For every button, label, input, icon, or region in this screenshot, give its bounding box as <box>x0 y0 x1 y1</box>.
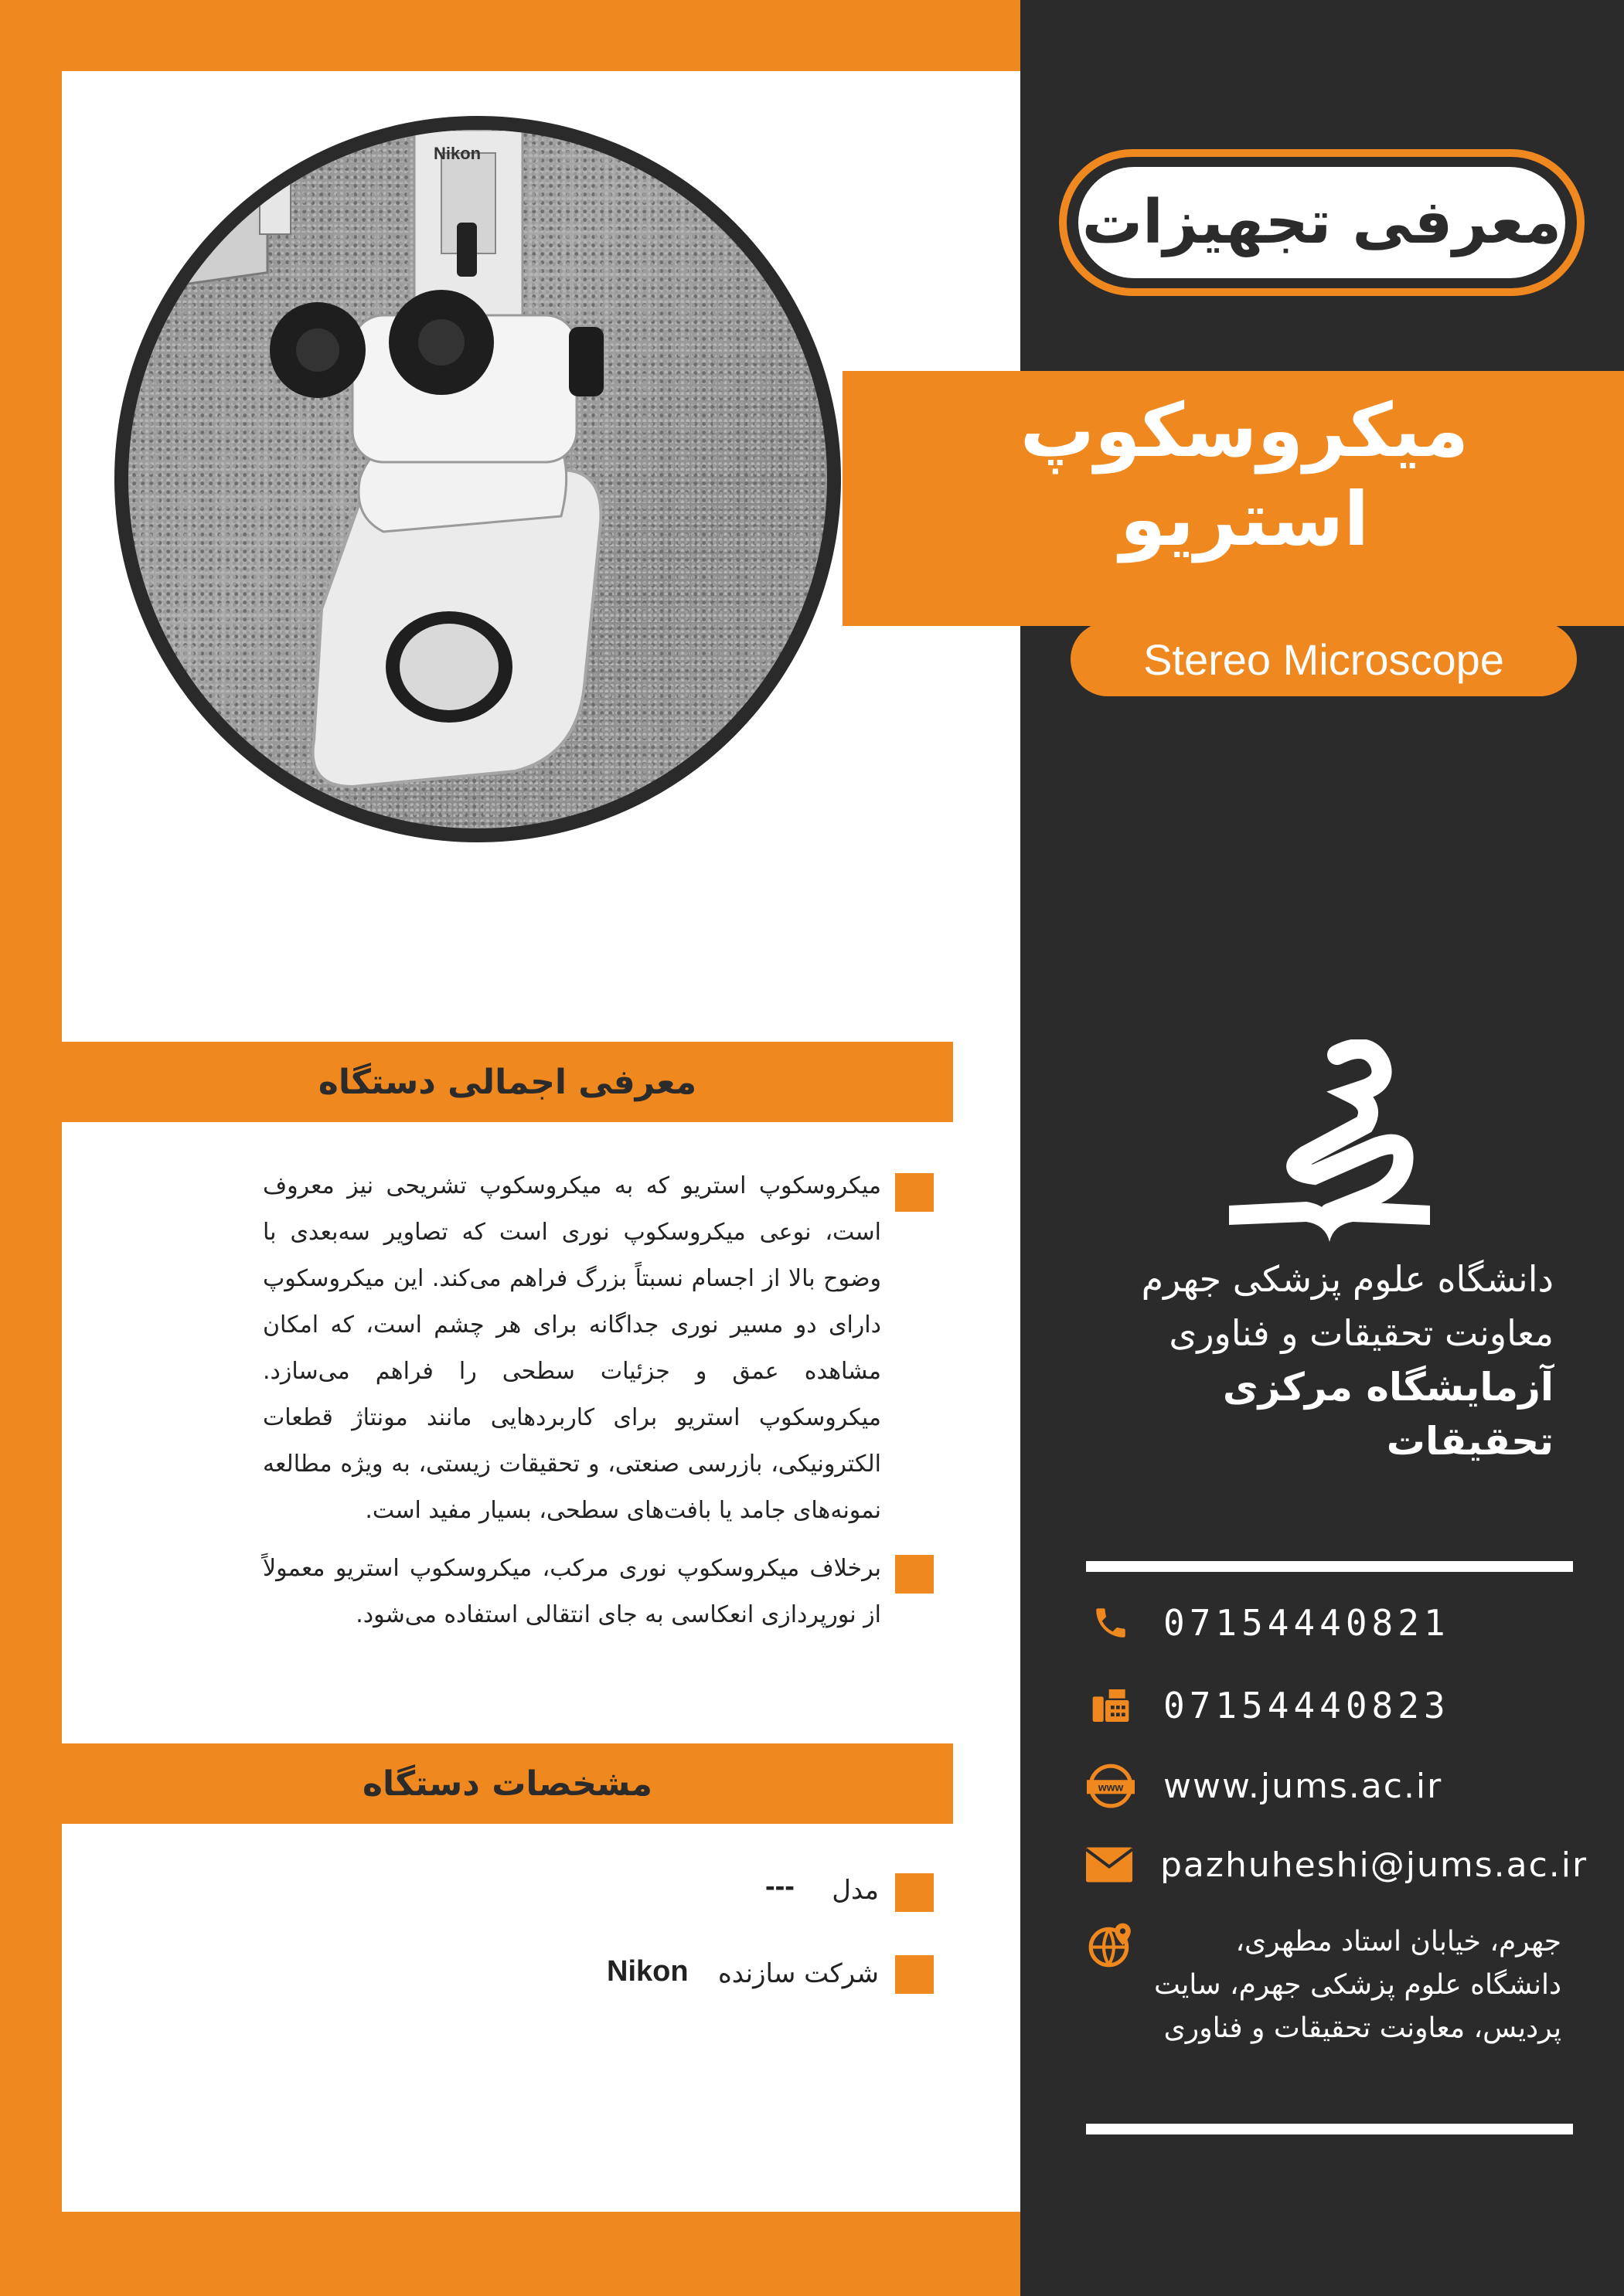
device-title-line2: استریو <box>1119 476 1370 563</box>
bullet-1 <box>895 1173 934 1212</box>
intro-heading: معرفی اجمالی دستگاه <box>62 1042 953 1122</box>
device-title <box>912 386 1577 564</box>
bottom-bar <box>62 2212 1020 2296</box>
university-info <box>1051 1252 1554 1468</box>
phone-number[interactable]: 07154440821 <box>1163 1602 1450 1644</box>
phone-icon <box>1086 1598 1135 1648</box>
device-title-line1: میکروسکوپ <box>1020 387 1469 474</box>
university-name: دانشگاه علوم پزشکی جهرم <box>1141 1258 1554 1300</box>
category-badge-text: معرفی تجهیزات <box>1078 167 1565 278</box>
www-icon-text: www <box>1098 1781 1124 1794</box>
website-link[interactable]: www.jums.ac.ir <box>1163 1766 1443 1806</box>
university-lab: آزمایشگاه مرکزی تحقیقات <box>1222 1365 1554 1464</box>
granite-background <box>128 130 827 828</box>
category-badge <box>1059 149 1585 296</box>
contact-website <box>1086 1759 1581 1813</box>
spec-label-manufacturer: شرکت سازنده <box>717 1958 879 1989</box>
microscope-illustration <box>128 130 827 828</box>
intro-paragraph-2: برخلاف میکروسکوپ نوری مرکب، میکروسکوپ استریو معمولاً از نورپردازی انعکاسی به جای انتقالی استفاده می‌شود. <box>263 1555 881 1628</box>
divider-top <box>1086 1561 1573 1572</box>
device-title-english: Stereo Microscope <box>1071 622 1577 696</box>
email-link[interactable]: pazhuheshi@jums.ac.ir <box>1160 1845 1588 1885</box>
spec-value-manufacturer: Nikon <box>607 1955 689 1988</box>
intro-paragraph-1: میکروسکوپ استریو که به میکروسکوپ تشریحی نیز معروف است، نوعی میکروسکوپ نوری است که تصاویر سه‌بعدی با وضوح بالا از اجسام نسبتاً بزرگ فراهم می‌کند. این میکروسکوپ دارای دو مسیر نوری جداگانه برای هر چشم است، که امکان مشاهده عمق و جزئیات سطحی را فراهم می‌سازد. میکروسکوپ استریو برای کاربردهایی مانند مونتاژ قطعات الکترونیکی، بازرسی صنعتی، و تحقیقات زیستی، به ویژه مطالعه نمونه‌های جامد یا بافت‌های سطحی، بسیار مفید است. <box>263 1172 881 1524</box>
location-globe-icon <box>1086 1920 1135 1970</box>
contact-email <box>1086 1838 1588 1892</box>
fax-number[interactable]: 07154440823 <box>1163 1685 1450 1726</box>
contact-fax <box>1086 1679 1581 1733</box>
fax-icon <box>1086 1681 1135 1730</box>
left-orange-strip <box>0 0 62 2296</box>
divider-bottom <box>1086 2124 1573 2134</box>
envelope-icon <box>1086 1840 1132 1890</box>
spec-bullet-manufacturer <box>895 1955 934 1994</box>
spec-bullet-model <box>895 1873 934 1912</box>
brand-label: Nikon <box>434 144 482 163</box>
spec-label-model: مدل <box>832 1875 879 1906</box>
contact-phone <box>1086 1596 1581 1650</box>
university-logo <box>1221 1039 1438 1248</box>
address-text: جهرم، خیابان استاد مطهری، دانشگاه علوم پزشکی جهرم، سایت پردیس، معاونت تحقیقات و فناوری <box>1154 1926 1561 2044</box>
spec-value-model: --- <box>765 1870 795 1903</box>
university-department: معاونت تحقیقات و فناوری <box>1169 1312 1554 1354</box>
bullet-2 <box>895 1555 934 1594</box>
globe-www-icon <box>1086 1761 1135 1811</box>
specs-heading: مشخصات دستگاه <box>62 1743 953 1824</box>
device-photo <box>114 116 841 842</box>
